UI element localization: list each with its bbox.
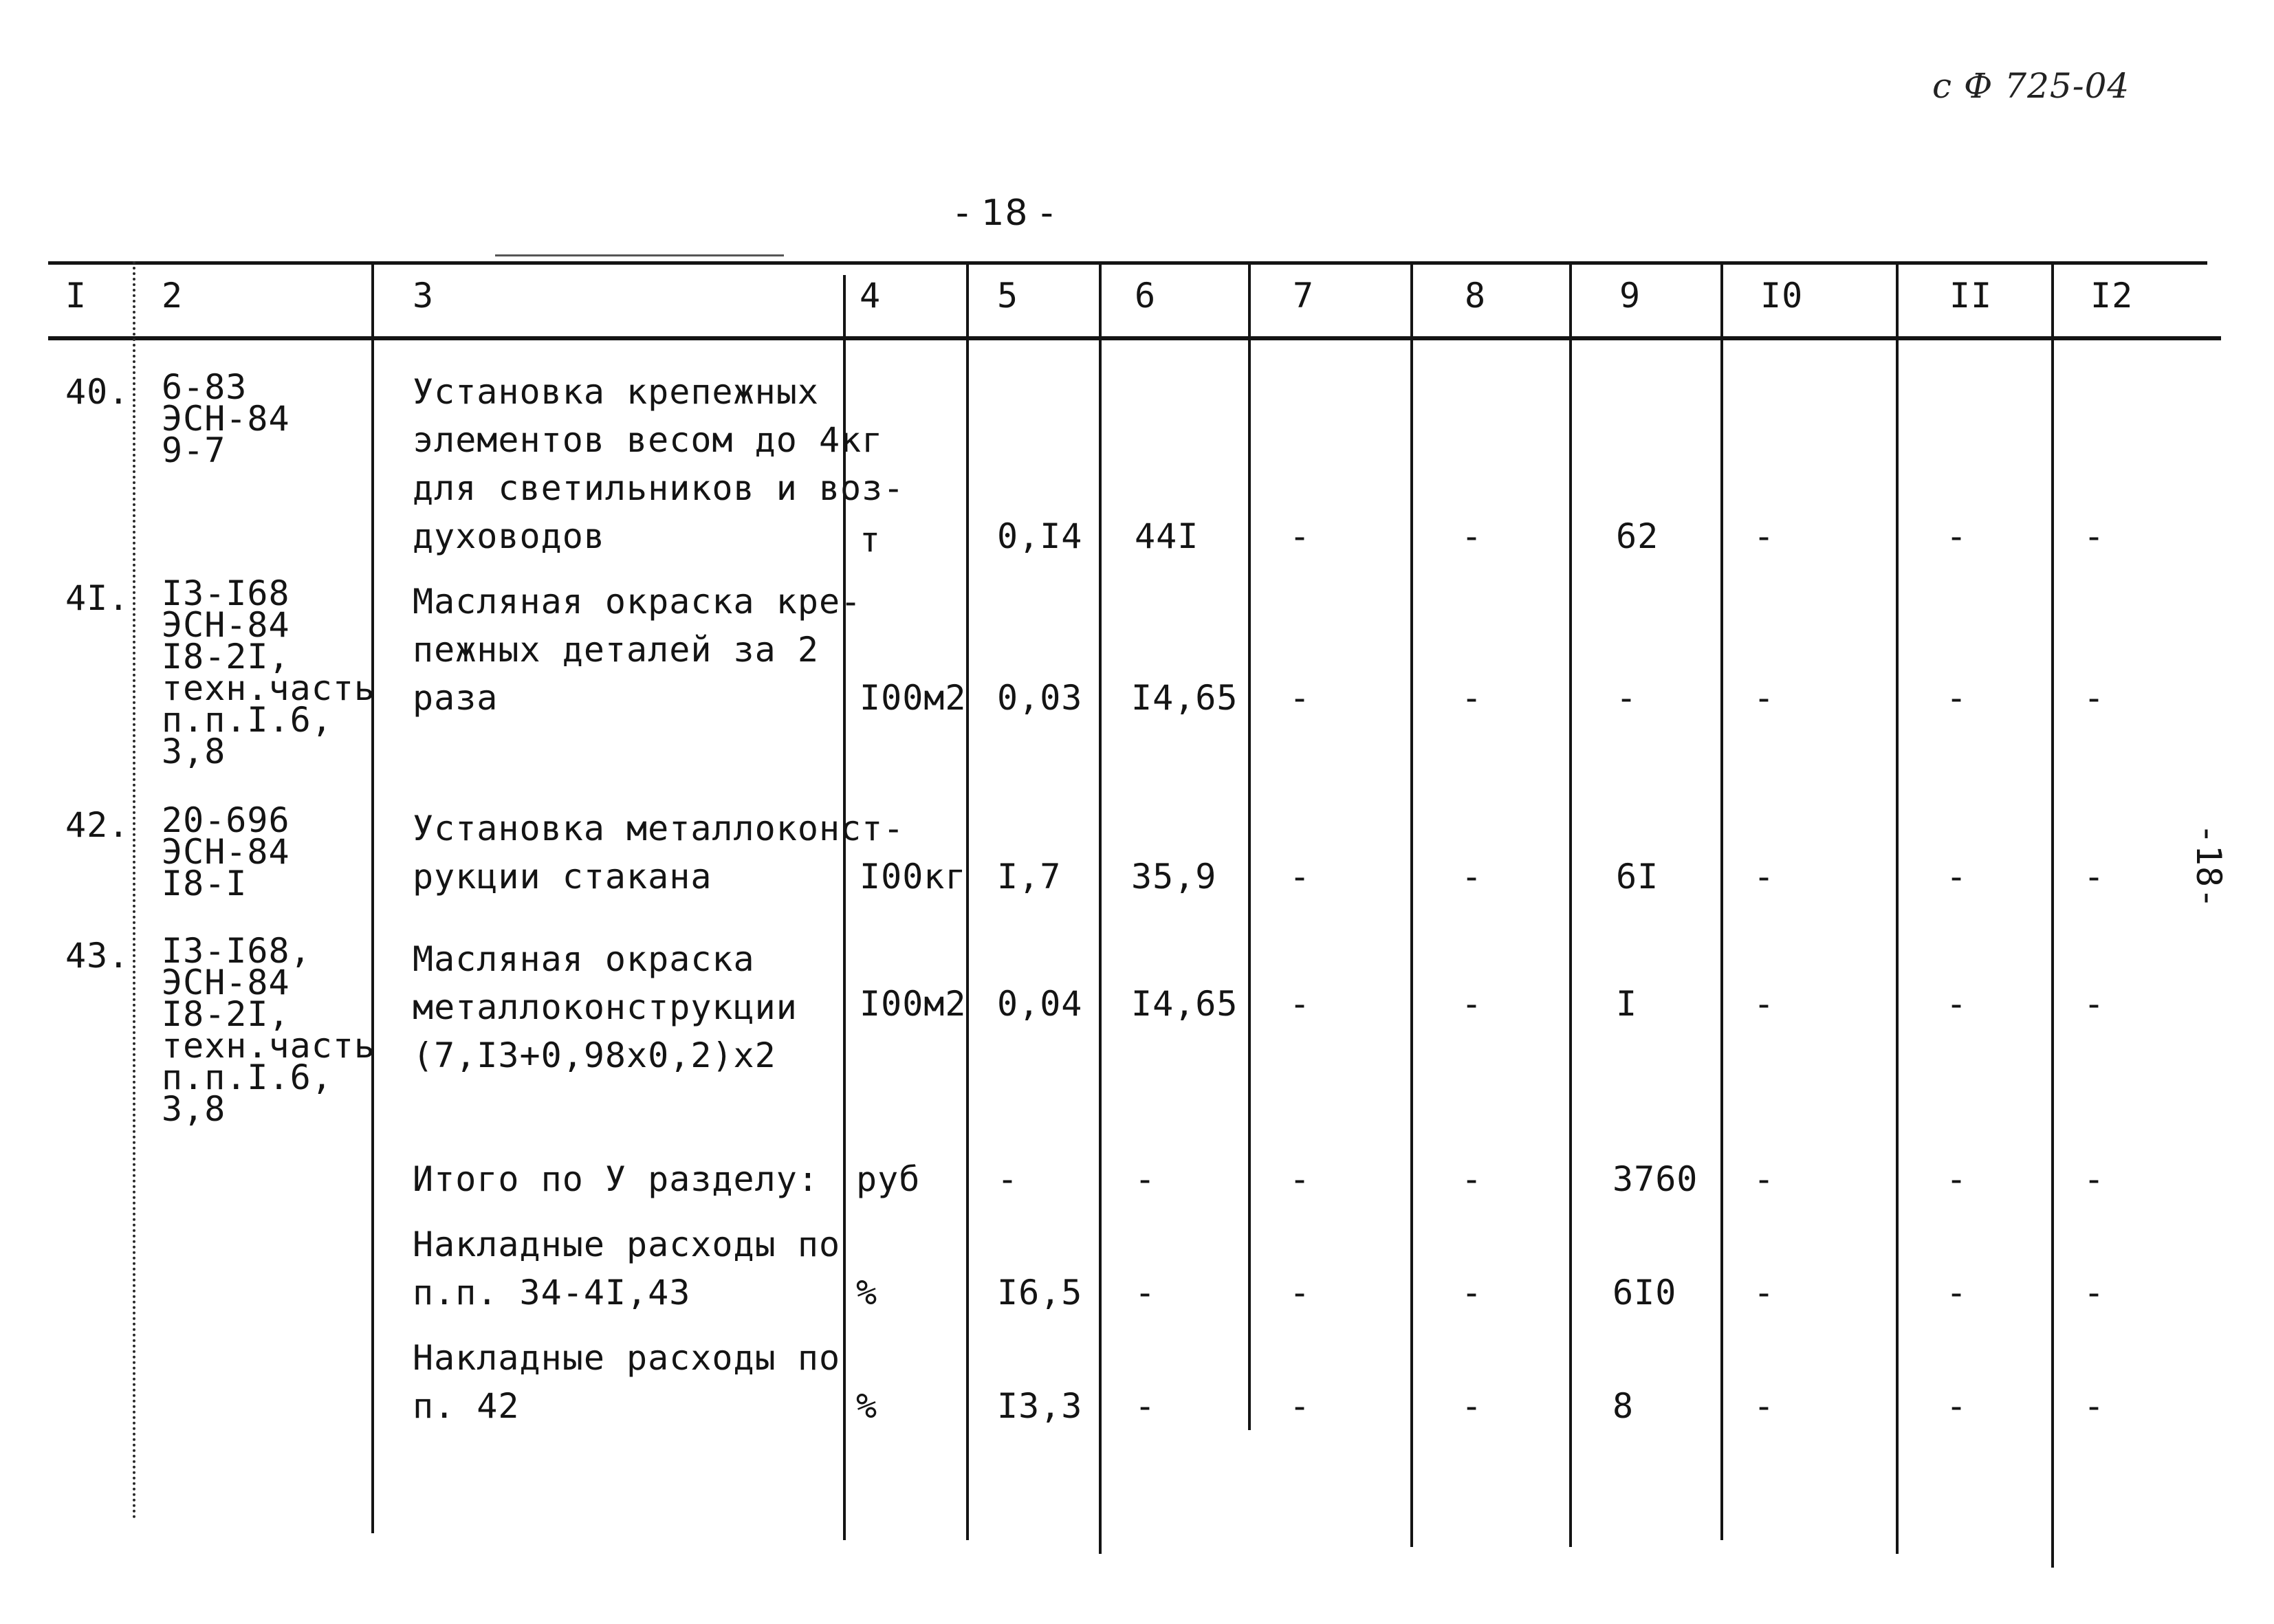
value-cell-8: - xyxy=(1461,1386,1483,1426)
column-header: 8 xyxy=(1465,276,1487,316)
value-cell-7: - xyxy=(1289,984,1311,1024)
row-number: 4I. xyxy=(65,578,130,618)
value-cell-11: - xyxy=(1946,1273,1968,1313)
value-cell-11: - xyxy=(1946,984,1968,1024)
column-divider-4 xyxy=(966,261,969,1540)
column-divider-9 xyxy=(1720,261,1723,1540)
unit-cell: т xyxy=(860,520,882,560)
value-cell-7: - xyxy=(1289,1386,1311,1426)
column-header: 4 xyxy=(860,276,882,316)
column-header: 7 xyxy=(1293,276,1315,316)
column-divider-10 xyxy=(1896,261,1899,1554)
unit-cell: % xyxy=(856,1386,878,1426)
quantity-cell: - xyxy=(997,1159,1019,1199)
column-header: I xyxy=(65,276,87,316)
value-cell-6: 35,9 xyxy=(1131,857,1217,897)
summary-description: Итого по У разделу: xyxy=(413,1159,819,1199)
column-divider-8 xyxy=(1569,261,1572,1547)
value-cell-12: - xyxy=(2084,984,2106,1024)
value-cell-8: - xyxy=(1461,857,1483,897)
work-description: Масляная окраска xyxy=(413,939,755,979)
value-cell-12: - xyxy=(2084,1386,2106,1426)
margin-page-note: -18- xyxy=(2189,823,2229,910)
summary-description: п.п. 34-4I,43 xyxy=(413,1273,691,1313)
value-cell-10: - xyxy=(1753,984,1775,1024)
value-cell-7: - xyxy=(1289,857,1311,897)
work-description: духоводов xyxy=(413,516,605,556)
work-description: (7,I3+0,98х0,2)х2 xyxy=(413,1035,776,1075)
value-cell-6: - xyxy=(1135,1273,1157,1313)
column-divider-5 xyxy=(1099,261,1102,1554)
value-cell-10: - xyxy=(1753,678,1775,718)
column-header: 2 xyxy=(162,276,184,316)
unit-cell: % xyxy=(856,1273,878,1313)
value-cell-7: - xyxy=(1289,1273,1311,1313)
value-cell-10: - xyxy=(1753,857,1775,897)
column-divider-6 xyxy=(1248,261,1251,1430)
column-header: 6 xyxy=(1135,276,1157,316)
normative-reference: 20-696 xyxy=(162,800,290,840)
value-cell-7: - xyxy=(1289,678,1311,718)
value-cell-10: - xyxy=(1753,1159,1775,1199)
value-cell-10: - xyxy=(1753,516,1775,556)
column-divider-2 xyxy=(371,261,374,1533)
work-description: Установка металлоконст- xyxy=(413,809,905,848)
header-pen-mark xyxy=(495,254,784,256)
value-cell-8: - xyxy=(1461,984,1483,1024)
summary-description: п. 42 xyxy=(413,1386,520,1426)
work-description: Установка крепежных xyxy=(413,372,819,412)
value-cell-9: 6I0 xyxy=(1612,1273,1677,1313)
normative-reference: ЭСН-84 xyxy=(162,605,290,645)
normative-reference: I8-I xyxy=(162,864,248,903)
column-header: 3 xyxy=(413,276,435,316)
quantity-cell: 0,I4 xyxy=(997,516,1083,556)
value-cell-12: - xyxy=(2084,857,2106,897)
value-cell-11: - xyxy=(1946,1386,1968,1426)
value-cell-6: I4,65 xyxy=(1131,984,1238,1024)
normative-reference: I8-2I, xyxy=(162,994,290,1034)
summary-description: Накладные расходы по xyxy=(413,1338,841,1378)
normative-reference: техн.часть xyxy=(162,1026,376,1066)
normative-reference: 6-83 xyxy=(162,367,248,407)
value-cell-6: I4,65 xyxy=(1131,678,1238,718)
column-divider-7 xyxy=(1410,261,1413,1547)
value-cell-12: - xyxy=(2084,516,2106,556)
work-description: пежных деталей за 2 xyxy=(413,630,819,670)
value-cell-8: - xyxy=(1461,1273,1483,1313)
row-number: 42. xyxy=(65,805,130,845)
unit-cell: I00м2 xyxy=(860,678,967,718)
value-cell-12: - xyxy=(2084,1159,2106,1199)
value-cell-8: - xyxy=(1461,516,1483,556)
normative-reference: ЭСН-84 xyxy=(162,399,290,439)
work-description: металлоконструкции xyxy=(413,987,798,1027)
normative-reference: п.п.I.6, xyxy=(162,700,333,740)
work-description: для светильников и воз- xyxy=(413,468,905,508)
unit-cell: руб xyxy=(856,1159,921,1199)
normative-reference: п.п.I.6, xyxy=(162,1057,333,1097)
normative-reference: ЭСН-84 xyxy=(162,832,290,872)
summary-description: Накладные расходы по xyxy=(413,1225,841,1264)
quantity-cell: 0,03 xyxy=(997,678,1083,718)
table-header-rule xyxy=(48,336,2221,340)
value-cell-11: - xyxy=(1946,516,1968,556)
quantity-cell: I3,3 xyxy=(997,1386,1083,1426)
value-cell-9: 3760 xyxy=(1612,1159,1698,1199)
work-description: Масляная окраска кре- xyxy=(413,582,862,622)
column-divider-11 xyxy=(2051,261,2054,1568)
normative-reference: 3,8 xyxy=(162,732,226,771)
normative-reference: I3-I68 xyxy=(162,573,290,613)
value-cell-12: - xyxy=(2084,678,2106,718)
quantity-cell: I,7 xyxy=(997,857,1062,897)
value-cell-11: - xyxy=(1946,1159,1968,1199)
normative-reference: I8-2I, xyxy=(162,637,290,677)
work-description: раза xyxy=(413,678,499,718)
quantity-cell: I6,5 xyxy=(997,1273,1083,1313)
value-cell-12: - xyxy=(2084,1273,2106,1313)
column-header: 5 xyxy=(997,276,1019,316)
column-header: I0 xyxy=(1760,276,1804,316)
normative-reference: техн.часть xyxy=(162,668,376,708)
value-cell-9: 6I xyxy=(1616,857,1659,897)
row-number: 43. xyxy=(65,936,130,976)
normative-reference: 9-7 xyxy=(162,430,226,470)
document-stamp: с Ф 725-04 xyxy=(1932,66,2130,106)
value-cell-10: - xyxy=(1753,1273,1775,1313)
value-cell-8: - xyxy=(1461,678,1483,718)
column-header: II xyxy=(1949,276,1993,316)
value-cell-9: I xyxy=(1616,984,1638,1024)
normative-reference: ЭСН-84 xyxy=(162,963,290,1002)
quantity-cell: 0,04 xyxy=(997,984,1083,1024)
unit-cell: I00м2 xyxy=(860,984,967,1024)
value-cell-11: - xyxy=(1946,857,1968,897)
value-cell-8: - xyxy=(1461,1159,1483,1199)
value-cell-7: - xyxy=(1289,516,1311,556)
value-cell-9: - xyxy=(1616,678,1638,718)
value-cell-6: - xyxy=(1135,1386,1157,1426)
value-cell-10: - xyxy=(1753,1386,1775,1426)
row-number: 40. xyxy=(65,372,130,412)
work-description: рукции стакана xyxy=(413,857,712,897)
page-number: - 18 - xyxy=(956,193,1054,234)
value-cell-7: - xyxy=(1289,1159,1311,1199)
value-cell-11: - xyxy=(1946,678,1968,718)
value-cell-9: 8 xyxy=(1612,1386,1635,1426)
normative-reference: I3-I68, xyxy=(162,931,311,971)
value-cell-6: 44I xyxy=(1135,516,1199,556)
unit-cell: I00кг xyxy=(860,857,967,897)
column-header: 9 xyxy=(1619,276,1641,316)
normative-reference: 3,8 xyxy=(162,1089,226,1129)
column-divider-1 xyxy=(133,261,138,1519)
value-cell-9: 62 xyxy=(1616,516,1659,556)
value-cell-6: - xyxy=(1135,1159,1157,1199)
work-description: элементов весом до 4кг xyxy=(413,420,884,460)
column-header: I2 xyxy=(2090,276,2134,316)
